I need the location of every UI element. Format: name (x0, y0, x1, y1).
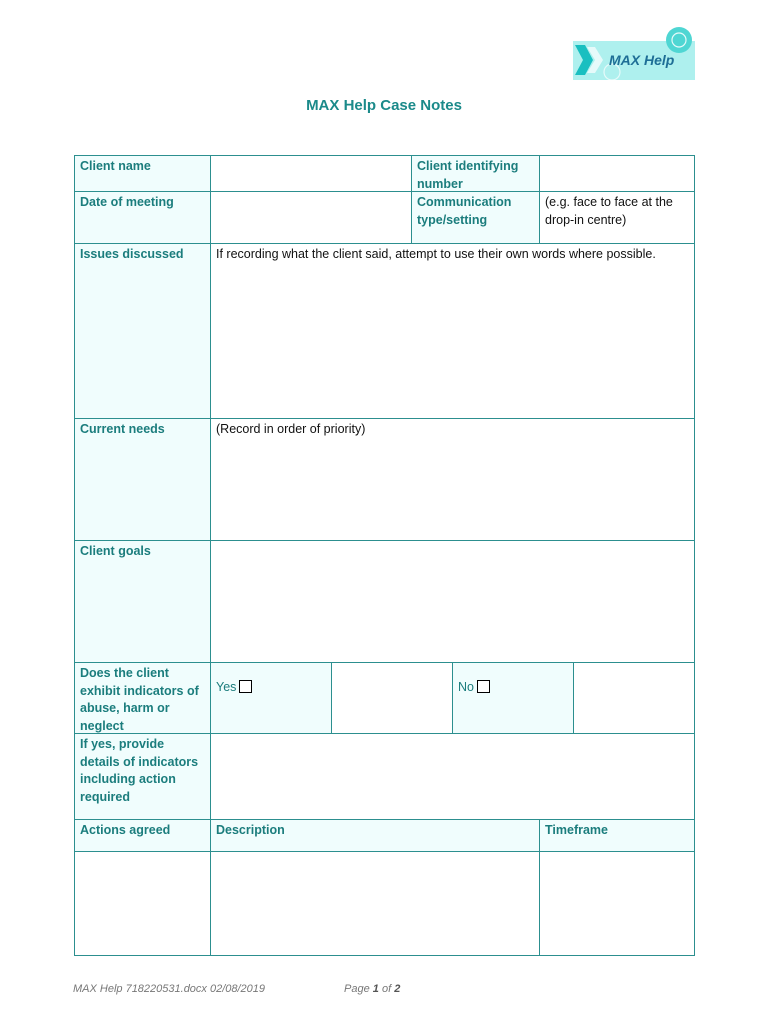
indicator-details-field[interactable] (210, 733, 695, 819)
yes-checkbox[interactable] (239, 680, 252, 693)
grid-line (74, 733, 695, 734)
grid-line (539, 819, 540, 956)
date-of-meeting-field[interactable] (210, 191, 411, 243)
grid-line (74, 418, 695, 419)
grid-line (539, 155, 540, 243)
communication-label: Communication type/setting (411, 191, 539, 243)
no-checkbox[interactable] (477, 680, 490, 693)
timeframe-header: Timeframe (539, 819, 695, 851)
grid-line (331, 662, 332, 733)
client-name-field[interactable] (210, 155, 411, 191)
actions-agreed-label: Actions agreed (74, 819, 210, 851)
communication-field[interactable]: (e.g. face to face at the drop-in centre) (545, 195, 673, 227)
grid-line (573, 662, 574, 733)
grid-line (74, 191, 695, 192)
page-title: MAX Help Case Notes (306, 97, 462, 114)
grid-line (411, 155, 412, 243)
indicator-details-label: If yes, provide details of indicators including action required (74, 733, 210, 819)
yes-label: Yes (216, 680, 237, 694)
date-of-meeting-label: Date of meeting (74, 191, 210, 243)
abuse-indicators-label: Does the client exhibit indicators of abuse, harm or neglect (74, 662, 210, 733)
page-total: 2 (394, 983, 401, 995)
abuse-yes-cell (210, 662, 331, 733)
issues-discussed-field[interactable]: If recording what the client said, attempt to use their own words where possible. (216, 247, 656, 261)
grid-line (74, 955, 695, 956)
grid-line (74, 155, 695, 156)
of-word: of (381, 983, 392, 995)
page-current: 1 (372, 983, 379, 995)
abuse-yes-notes[interactable] (331, 662, 452, 733)
client-id-label: Client identifying number (411, 155, 539, 191)
client-id-field[interactable] (539, 155, 695, 191)
grid-line (74, 662, 695, 663)
grid-line (74, 155, 75, 956)
no-label: No (458, 680, 474, 694)
client-goals-field[interactable] (210, 540, 695, 662)
timeframe-field[interactable] (539, 851, 695, 955)
footer-page-number (344, 983, 400, 995)
grid-line (74, 819, 695, 820)
max-help-logo (573, 27, 695, 80)
logo-text: MAX Help (609, 52, 675, 68)
footer-filename: MAX Help 718220531.docx 02/08/2019 (73, 983, 266, 995)
grid-line (452, 662, 453, 733)
page-word: Page (344, 983, 370, 995)
grid-line (74, 243, 695, 244)
grid-line (74, 540, 695, 541)
abuse-no-cell (452, 662, 573, 733)
actions-agreed-field[interactable] (74, 851, 210, 955)
description-field[interactable] (210, 851, 539, 955)
grid-line (694, 155, 695, 956)
abuse-no-notes[interactable] (573, 662, 695, 733)
client-name-label: Client name (74, 155, 210, 191)
issues-discussed-label: Issues discussed (74, 243, 210, 418)
current-needs-field[interactable]: (Record in order of priority) (216, 422, 366, 436)
description-header: Description (210, 819, 539, 851)
grid-line (74, 851, 695, 852)
client-goals-label: Client goals (74, 540, 210, 662)
current-needs-label: Current needs (74, 418, 210, 540)
grid-line (210, 155, 211, 956)
